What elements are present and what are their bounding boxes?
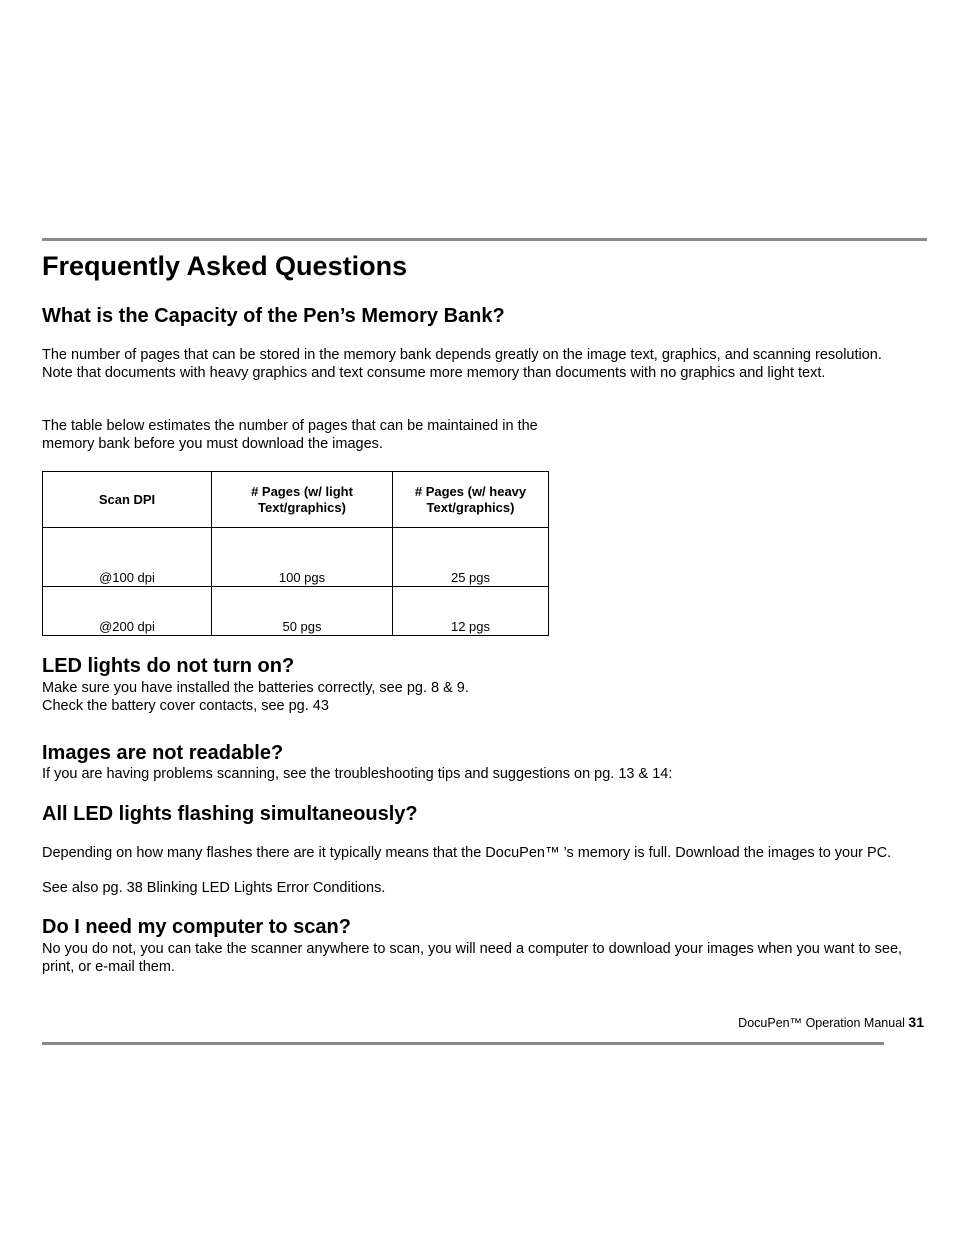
table-row: [43, 528, 549, 587]
table-cell: @200 dpi: [43, 587, 212, 636]
table-intro-paragraph: The table below estimates the number of pages that can be maintained in the memory bank before you must download the images.: [42, 418, 538, 452]
manual-name: DocuPen™ Operation Manual: [738, 1016, 905, 1030]
table-cell: 12 pgs: [393, 587, 549, 636]
table-cell: 50 pgs: [212, 587, 393, 636]
computer-line-1: No you do not, you can take the scanner anywhere to scan, you will need a computer to download your images when you want to see, print, or e-mail them.: [42, 941, 903, 975]
page-number: 31: [908, 1014, 924, 1030]
header-scan-dpi: Scan DPI: [43, 472, 212, 528]
capacity-table: [42, 471, 549, 636]
led-line-1: Make sure you have installed the batteries correctly, see pg. 8 & 9.: [42, 680, 469, 696]
page-footer: [738, 1014, 924, 1030]
table-cell: @100 dpi: [43, 528, 212, 587]
flashing-line-2: See also pg. 38 Blinking LED Lights Error Conditions.: [42, 880, 386, 896]
header-heavy-pages: # Pages (w/ heavy Text/graphics): [393, 472, 549, 528]
led-line-2: Check the battery cover contacts, see pg. 43: [42, 698, 329, 714]
table-row: [43, 587, 549, 636]
page-title: Frequently Asked Questions: [42, 251, 408, 281]
bottom-divider: [42, 1042, 884, 1045]
table-cell: 25 pgs: [393, 528, 549, 587]
flashing-heading: All LED lights flashing simultaneously?: [42, 803, 418, 825]
images-heading: Images are not readable?: [42, 742, 284, 764]
images-line-1: If you are having problems scanning, see the troubleshooting tips and suggestions on pg. 13 & 14:: [42, 766, 673, 782]
top-divider: [42, 238, 927, 241]
flashing-line-1: Depending on how many flashes there are it typically means that the DocuPen™ ’s memory is full. Download the images to your PC.: [42, 845, 892, 861]
table-cell: 100 pgs: [212, 528, 393, 587]
capacity-heading: What is the Capacity of the Pen’s Memory Bank?: [42, 305, 505, 327]
computer-heading: Do I need my computer to scan?: [42, 916, 351, 938]
table-header-row: [43, 472, 549, 528]
header-light-pages: # Pages (w/ light Text/graphics): [212, 472, 393, 528]
capacity-paragraph: The number of pages that can be stored in the memory bank depends greatly on the image text, graphics, and scanning resolution. Note that documents with heavy graphics and text consume more memory than documents with no graphics and light text.: [42, 347, 882, 381]
led-heading: LED lights do not turn on?: [42, 655, 295, 677]
